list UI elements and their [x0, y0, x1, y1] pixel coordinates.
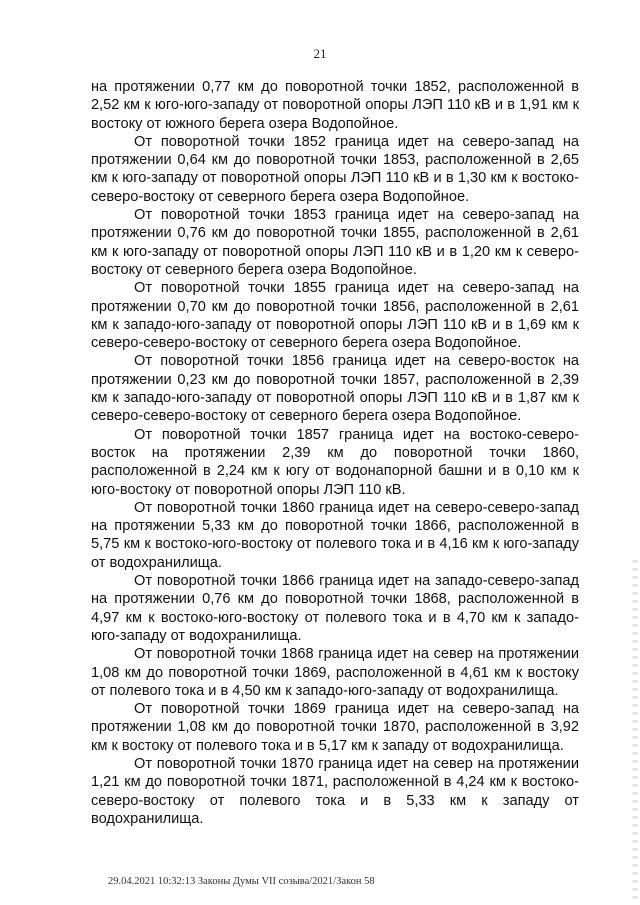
footer-stamp: 29.04.2021 10:32:13 Законы Думы VII созыва/2021/Закон 58: [108, 876, 375, 887]
paragraph: От поворотной точки 1853 граница идет на северо-запад на протяжении 0,76 км до поворотной точки 1855, расположенной в 2,61 км к юго-западу от поворотной опоры ЛЭП 110 кВ и в 1,20 км к северо-востоку от северного берега озера Водопойное.: [91, 207, 579, 278]
paragraph: От поворотной точки 1852 граница идет на северо-запад на протяжении 0,64 км до поворотной точки 1853, расположенной в 2,65 км к юго-западу от поворотной опоры ЛЭП 110 кВ и в 1,30 км к востоко-северо-востоку от северного берега озера Водопойное.: [91, 133, 579, 205]
paragraph: От поворотной точки 1856 граница идет на северо-восток на протяжении 0,23 км до поворотной точки 1857, расположенной в 2,39 км к западо-юго-западу от поворотной опоры ЛЭП 110 кВ и в 1,87 км к северо-северо-востоку от северного берега озера Водопойное.: [91, 353, 579, 425]
paragraph: От поворотной точки 1860 граница идет на северо-северо-запад на протяжении 5,33 км до поворотной точки 1866, расположенной в 5,75 км к востоко-юго-востоку от полевого тока и в 4,16 км к юго-западу от водохранилища.: [91, 499, 579, 571]
page-number: 21: [313, 46, 327, 61]
paragraph: От поворотной точки 1869 граница идет на северо-запад на протяжении 1,08 км до поворотной точки 1870, расположенной в 3,92 км к востоку от полевого тока и в 5,17 км к западу от водохранилища.: [91, 701, 579, 754]
scan-margin-marks: [632, 560, 638, 900]
document-body: [91, 78, 579, 828]
paragraph-continuation: на протяжении 0,77 км до поворотной точки 1852, расположенной в 2,52 км к юго-юго-западу от поворотной опоры ЛЭП 110 кВ и в 1,91 км к востоку от южного берега озера Водопойное.: [91, 79, 579, 132]
paragraph: От поворотной точки 1866 граница идет на западо-северо-запад на протяжении 0,76 км до поворотной точки 1868, расположенной в 4,97 км к востоко-юго-востоку от полевого тока и в 4,70 км к западо-юго-западу от водохранилища.: [91, 573, 579, 644]
paragraph: От поворотной точки 1870 граница идет на север на протяжении 1,21 км до поворотной точки 1871, расположенной в 4,24 км к востоко-северо-востоку от полевого тока и в 5,33 км к западу от водохранилища.: [91, 755, 579, 827]
paragraph: От поворотной точки 1868 граница идет на север на протяжении 1,08 км до поворотной точки 1869, расположенной в 4,61 км к востоку от полевого тока и в 4,50 км к западо-юго-западу от водохранилища.: [91, 646, 579, 699]
paragraph: От поворотной точки 1855 граница идет на северо-запад на протяжении 0,70 км до поворотной точки 1856, расположенной в 2,61 км к западо-юго-западу от поворотной опоры ЛЭП 110 кВ и в 1,69 км к северо-северо-востоку от северного берега озера Водопойное.: [91, 280, 579, 352]
paragraph: От поворотной точки 1857 граница идет на востоко-северо-восток на протяжении 2,39 км до поворотной точки 1860, расположенной в 2,24 км к югу от водонапорной башни и в 0,10 км к юго-востоку от поворотной опоры ЛЭП 110 кВ.: [91, 426, 579, 498]
